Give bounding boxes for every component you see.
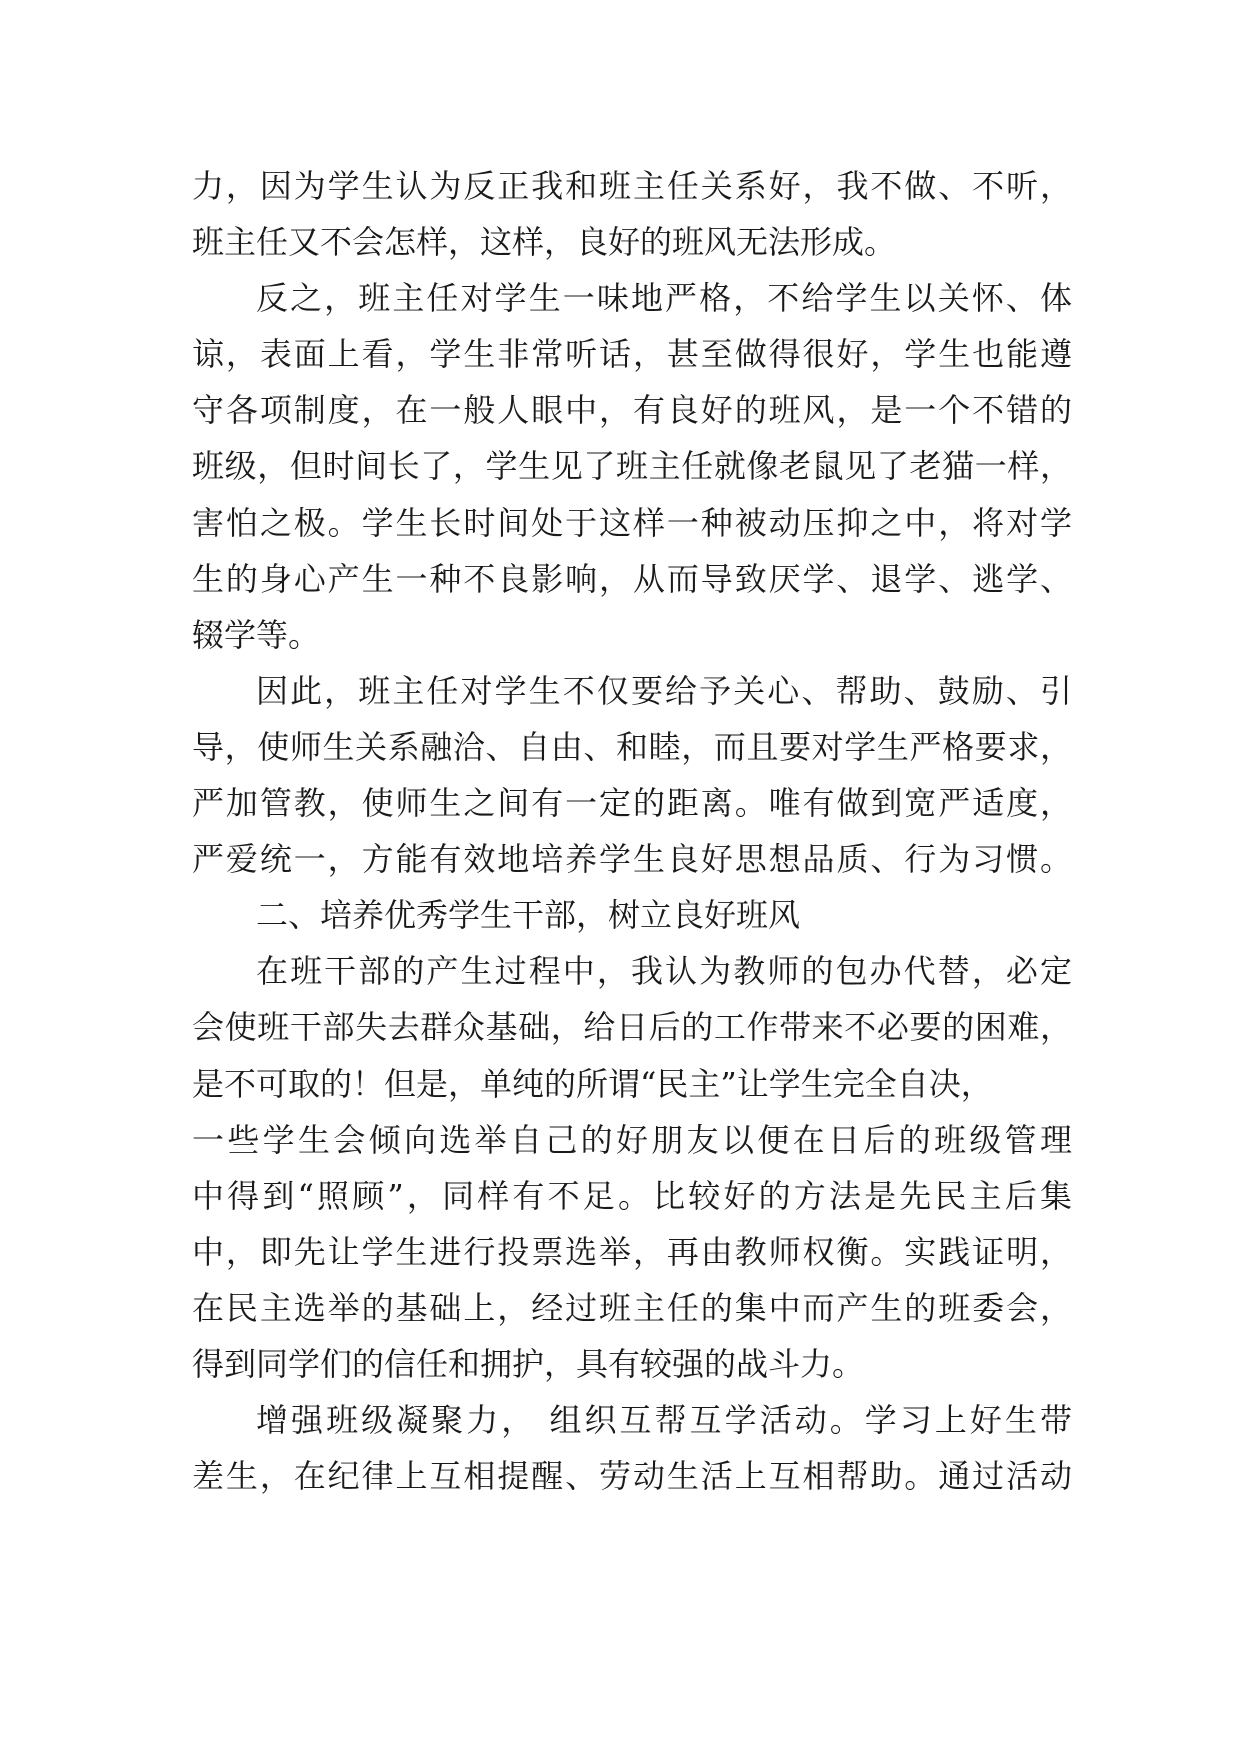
text-line: 中得到“照顾”，同样有不足。比较好的方法是先民主后集 [192,1176,1072,1215]
text-line: 力，因为学生认为反正我和班主任关系好，我不做、不听， [192,167,1072,205]
text-line: 中，即先让学生进行投票选举，再由教师权衡。实践证明， [192,1232,1072,1271]
text-line: 严加管教，使师生之间有一定的距离。唯有做到宽严适度， [192,784,1072,823]
text-line: 班级，但时间长了，学生见了班主任就像老鼠见了老猫一样， [192,447,1072,486]
text-line: 辍学等。 [192,615,321,654]
text-line: 二、培养优秀学生干部，树立良好班风 [256,896,801,935]
text-line: 生的身心产生一种不良影响，从而导致厌学、退学、逃学、 [192,559,1072,598]
text-line: 守各项制度，在一般人眼中，有良好的班风，是一个不错的 [192,391,1072,430]
text-line: 增强班级凝聚力， 组织互帮互学活动。学习上好生带 [256,1401,1072,1440]
text-line: 在班干部的产生过程中，我认为教师的包办代替，必定 [256,952,1072,991]
text-line: 会使班干部失去群众基础，给日后的工作带来不必要的困难， [192,1008,1072,1047]
text-line: 谅，表面上看，学生非常听话，甚至做得很好，学生也能遵 [192,335,1072,374]
text-line: 得到同学们的信任和拥护，具有较强的战斗力。 [192,1344,865,1383]
text-line: 导，使师生关系融洽、自由、和睦，而且要对学生严格要求， [192,727,1072,766]
text-line: 严爱统一，方能有效地培养学生良好思想品质、行为习惯。 [192,840,1072,879]
text-line: 一些学生会倾向选举自己的好朋友以便在日后的班级管理 [192,1120,1072,1159]
text-line: 在民主选举的基础上，经过班主任的集中而产生的班委会， [192,1288,1072,1327]
text-line: 是不可取的！但是，单纯的所谓“民主”让学生完全自决， [192,1064,993,1103]
text-line: 差生，在纪律上互相提醒、劳动生活上互相帮助。通过活动 [192,1457,1072,1496]
text-line: 因此，班主任对学生不仅要给予关心、帮助、鼓励、引 [256,671,1072,710]
text-line: 班主任又不会怎样，这样，良好的班风无法形成。 [192,223,897,262]
text-line: 害怕之极。学生长时间处于这样一种被动压抑之中，将对学 [192,503,1072,542]
document-body [192,158,1072,1504]
text-line: 反之，班主任对学生一味地严格，不给学生以关怀、体 [256,279,1072,318]
